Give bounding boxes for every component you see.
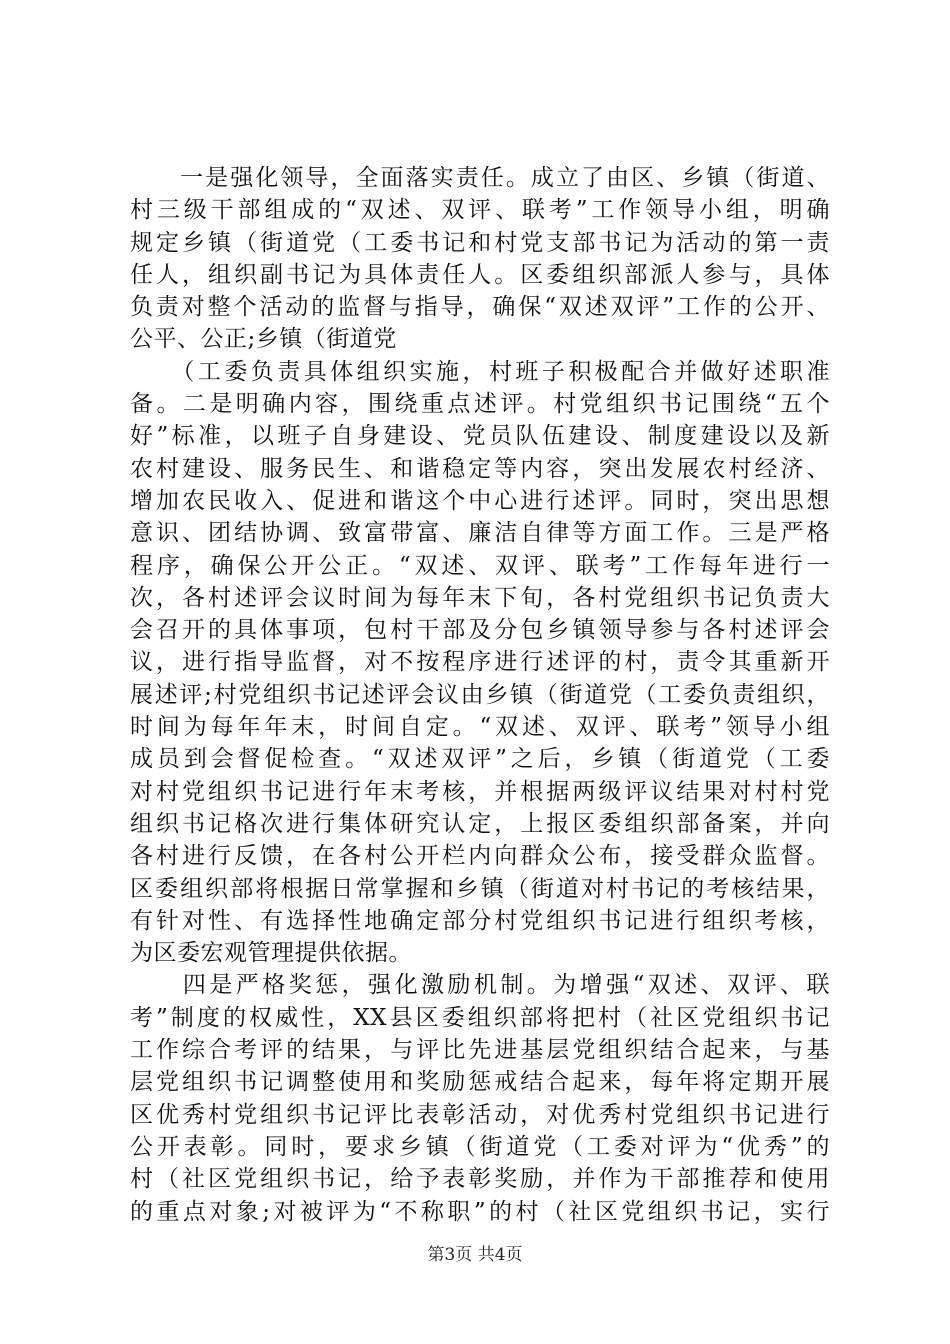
text-line: 时间为每年年末，时间自定。“双述、双评、联考”领导小组 [130, 714, 830, 741]
text-line: 会召开的具体事项，包村干部及分包乡镇领导参与各村述评会 [130, 617, 830, 644]
text-line: 农村建设、服务民生、和谐稳定等内容，突出发展农村经济、 [130, 455, 830, 482]
text-line: 考”制度的权威性，XX县区委组织部将把村（社区党组织书记 [130, 1004, 830, 1031]
text-line: 对村党组织书记进行年末考核，并根据两级评议结果对村村党 [130, 778, 830, 805]
text-line: 公平、公正;乡镇（街道党 [130, 326, 397, 353]
text-line: 的重点对象;对被评为“不称职”的村（社区党组织书记，实行 [130, 1198, 830, 1225]
text-line: 层党组织书记调整使用和奖励惩戒结合起来，每年将定期开展 [130, 1069, 830, 1096]
text-line: 村（社区党组织书记，给予表彰奖励，并作为干部推荐和使用 [130, 1166, 830, 1193]
text-line: 议，进行指导监督，对不按程序进行述评的村，责令其重新开 [130, 649, 830, 676]
text-line: 次，各村述评会议时间为每年末下旬，各村党组织书记负责大 [130, 584, 830, 611]
text-line: （工委负责具体组织实施，村班子积极配合并做好述职准 [130, 358, 830, 385]
page-footer: 第3页 共4页 [427, 1245, 523, 1265]
text-line: 成员到会督促检查。“双述双评”之后，乡镇（街道党（工委 [130, 746, 830, 773]
text-line: 工作综合考评的结果，与评比先进基层党组织结合起来，与基 [130, 1037, 830, 1064]
text-line: 规定乡镇（街道党（工委书记和村党支部书记为活动的第一责 [130, 229, 830, 256]
text-line: 村三级干部组成的“双述、双评、联考”工作领导小组，明确 [130, 197, 830, 224]
text-line: 公开表彰。同时，要求乡镇（街道党（工委对评为“优秀”的 [130, 1133, 830, 1160]
text-line: 好”标准，以班子自身建设、党员队伍建设、制度建设以及新 [130, 423, 830, 450]
text-line: 程序，确保公开公正。“双述、双评、联考”工作每年进行一 [130, 552, 830, 579]
text-line: 一是强化领导，全面落实责任。成立了由区、乡镇（街道、 [130, 165, 830, 191]
text-line: 展述评;村党组织书记述评会议由乡镇（街道党（工委负责组织， [130, 681, 830, 708]
text-line: 备。二是明确内容，围绕重点述评。村党组织书记围绕“五个 [130, 391, 830, 418]
text-line: 四是严格奖惩，强化激励机制。为增强“双述、双评、联 [130, 972, 830, 999]
text-line: 意识、团结协调、致富带富、廉洁自律等方面工作。三是严格 [130, 520, 830, 547]
text-line: 负责对整个活动的监督与指导，确保“双述双评”工作的公开、 [130, 294, 830, 321]
text-line: 各村进行反馈，在各村公开栏内向群众公布，接受群众监督。 [130, 843, 830, 870]
text-line: 增加农民收入、促进和谐这个中心进行述评。同时，突出思想 [130, 487, 830, 514]
text-line: 区优秀村党组织书记评比表彰活动，对优秀村党组织书记进行 [130, 1101, 830, 1128]
text-line: 组织书记格次进行集体研究认定，上报区委组织部备案，并向 [130, 810, 830, 837]
document-body [130, 162, 830, 1228]
text-line: 为区委宏观管理提供依据。 [130, 940, 412, 967]
text-line: 有针对性、有选择性地确定部分村党组织书记进行组织考核， [130, 907, 830, 934]
text-line: 区委组织部将根据日常掌握和乡镇（街道对村书记的考核结果， [130, 875, 830, 902]
text-line: 任人，组织副书记为具体责任人。区委组织部派人参与，具体 [130, 261, 830, 288]
